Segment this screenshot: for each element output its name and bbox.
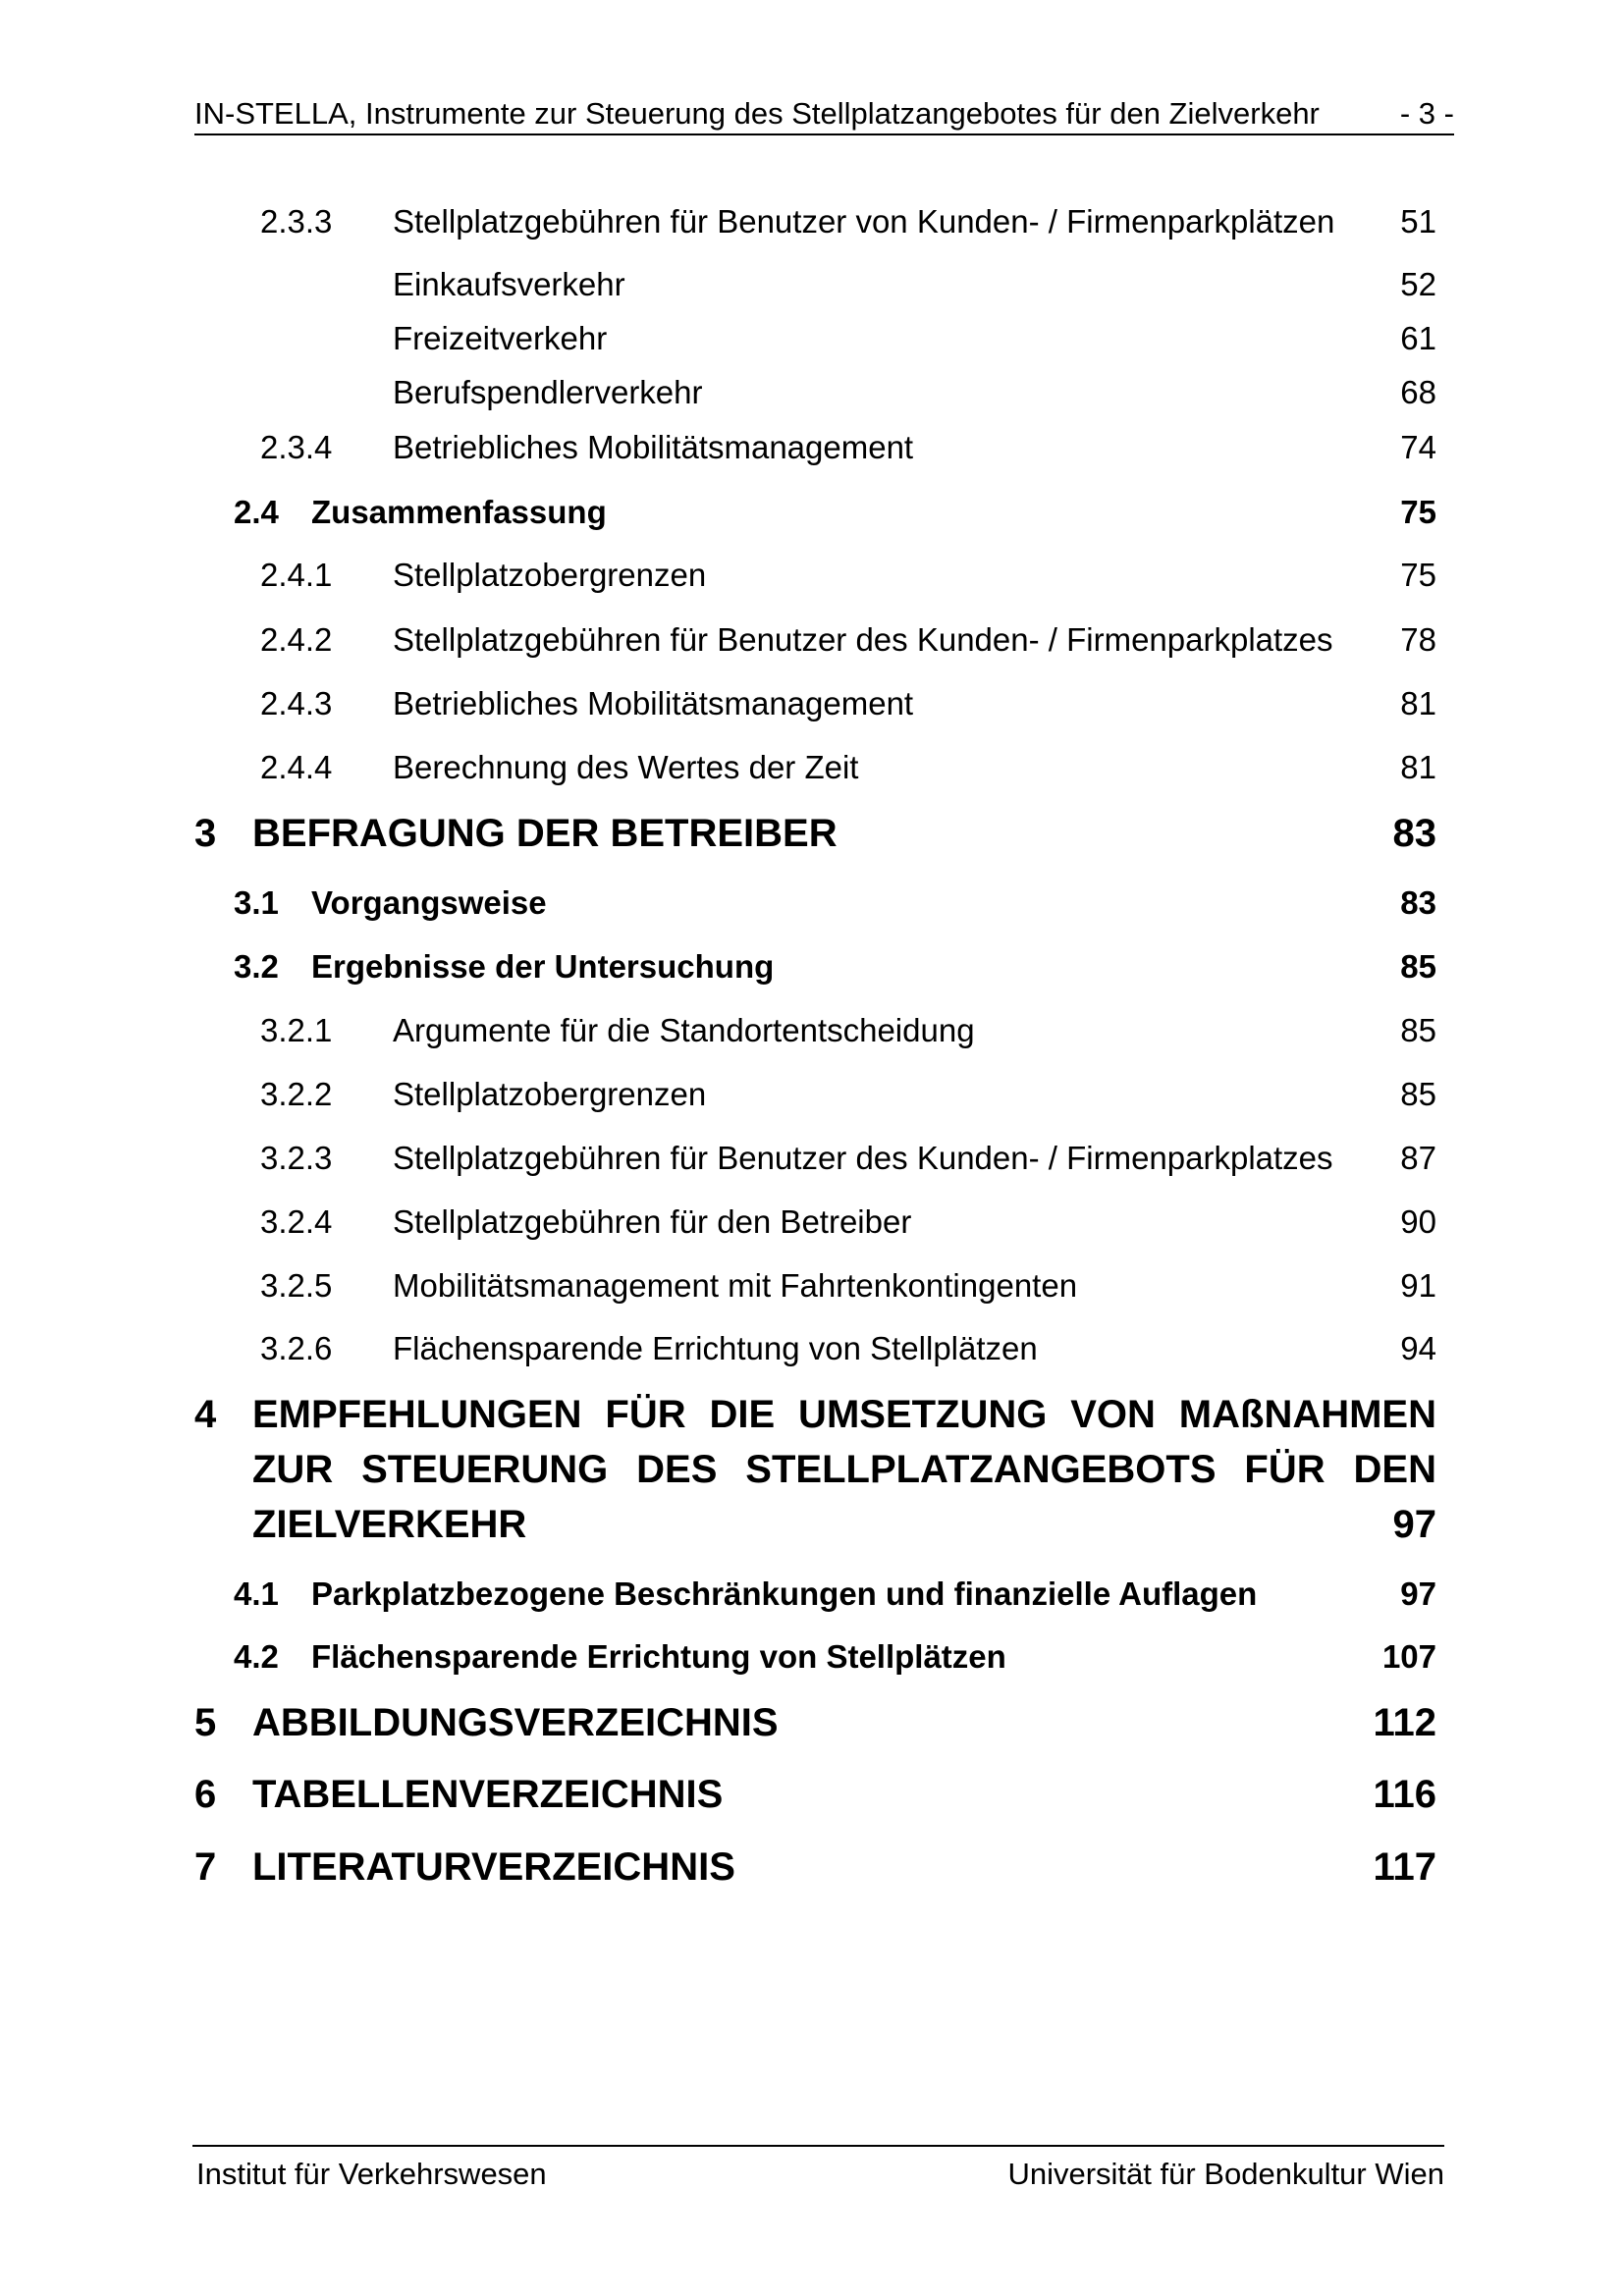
toc-page: 97 bbox=[1400, 1575, 1436, 1612]
toc-page: 81 bbox=[1400, 749, 1436, 785]
toc-page: 91 bbox=[1400, 1267, 1436, 1304]
toc-number: 3.2.3 bbox=[260, 1140, 333, 1176]
toc-page: 51 bbox=[1400, 203, 1436, 240]
toc-link-3-1[interactable]: Vorgangsweise bbox=[311, 884, 547, 921]
toc-page: 90 bbox=[1400, 1203, 1436, 1240]
toc-link-chapter-4-line2[interactable]: ZUR STEUERUNG DES STELLPLATZANGEBOTS FÜR DEN bbox=[252, 1448, 1436, 1491]
toc-page: 85 bbox=[1400, 948, 1436, 985]
toc-number: 2.3.3 bbox=[260, 203, 333, 240]
toc-page: 74 bbox=[1400, 429, 1436, 465]
page-footer bbox=[192, 2145, 1444, 2196]
toc-link-chapter-3[interactable]: BEFRAGUNG DER BETREIBER bbox=[252, 812, 838, 855]
toc-page: 112 bbox=[1373, 1701, 1436, 1744]
toc-link-4-1[interactable]: Parkplatzbezogene Beschränkungen und finanzielle Auflagen bbox=[311, 1575, 1258, 1612]
toc-number: 3.2.6 bbox=[260, 1330, 333, 1366]
toc-link-berufspendlerverkehr[interactable]: Berufspendlerverkehr bbox=[393, 374, 703, 410]
toc-link-2-3-4[interactable]: Betriebliches Mobilitätsmanagement bbox=[393, 429, 914, 465]
toc-page: 52 bbox=[1400, 266, 1436, 302]
toc-link-2-4-4[interactable]: Berechnung des Wertes der Zeit bbox=[393, 749, 859, 785]
toc-number: 3.2 bbox=[234, 948, 279, 985]
toc-link-chapter-5[interactable]: ABBILDUNGSVERZEICHNIS bbox=[252, 1701, 779, 1744]
toc-link-2-4-3[interactable]: Betriebliches Mobilitätsmanagement bbox=[393, 685, 914, 721]
toc-number: 2.3.4 bbox=[260, 429, 333, 465]
toc-number: 4.1 bbox=[234, 1575, 279, 1612]
toc-link-freizeitverkehr[interactable]: Freizeitverkehr bbox=[393, 320, 608, 356]
toc-page: 97 bbox=[1392, 1503, 1436, 1546]
toc-number: 3.2.2 bbox=[260, 1076, 333, 1112]
toc-page: 85 bbox=[1400, 1076, 1436, 1112]
toc-link-chapter-4-line1[interactable]: EMPFEHLUNGEN FÜR DIE UMSETZUNG VON MAßNAHMEN bbox=[252, 1393, 1436, 1436]
page-header bbox=[194, 94, 1454, 135]
toc-page: 61 bbox=[1400, 320, 1436, 356]
toc-number: 3.2.4 bbox=[260, 1203, 333, 1240]
toc-page: 107 bbox=[1381, 1638, 1436, 1675]
header-title: IN-STELLA, Instrumente zur Steuerung des Stellplatzangebotes für den Zielverkehr bbox=[194, 96, 1320, 131]
footer-institute: Institut für Verkehrswesen bbox=[196, 2157, 547, 2191]
toc-page: 75 bbox=[1400, 494, 1436, 530]
toc-link-4-2[interactable]: Flächensparende Errichtung von Stellplätzen bbox=[311, 1638, 1006, 1675]
toc-number: 7 bbox=[194, 1845, 217, 1889]
toc-link-3-2-3[interactable]: Stellplatzgebühren für Benutzer des Kunden- / Firmenparkplatzes bbox=[393, 1140, 1333, 1176]
toc-number: 3.2.5 bbox=[260, 1267, 333, 1304]
footer-university: Universität für Bodenkultur Wien bbox=[1007, 2157, 1444, 2191]
toc-number: 6 bbox=[194, 1773, 217, 1816]
toc-number: 2.4.4 bbox=[260, 749, 333, 785]
toc-link-chapter-7[interactable]: LITERATURVERZEICHNIS bbox=[252, 1845, 735, 1889]
toc-page: 75 bbox=[1400, 557, 1436, 593]
toc-link-einkaufsverkehr[interactable]: Einkaufsverkehr bbox=[393, 266, 625, 302]
toc-number: 2.4.1 bbox=[260, 557, 333, 593]
toc-page: 85 bbox=[1400, 1012, 1436, 1048]
toc-number: 2.4.3 bbox=[260, 685, 333, 721]
toc-number: 4 bbox=[194, 1393, 217, 1436]
toc-page: 78 bbox=[1400, 621, 1436, 658]
toc-number: 3 bbox=[194, 812, 217, 855]
toc-page: 94 bbox=[1400, 1330, 1436, 1366]
toc-link-3-2-1[interactable]: Argumente für die Standortentscheidung bbox=[393, 1012, 975, 1048]
toc-number: 2.4.2 bbox=[260, 621, 333, 658]
header-page-number: - 3 - bbox=[1399, 96, 1454, 131]
toc-page: 83 bbox=[1400, 884, 1436, 921]
toc-number: 3.1 bbox=[234, 884, 279, 921]
toc-link-3-2-6[interactable]: Flächensparende Errichtung von Stellplätzen bbox=[393, 1330, 1038, 1366]
toc-page: 83 bbox=[1392, 812, 1436, 855]
toc-link-chapter-4-line3[interactable]: ZIELVERKEHR bbox=[252, 1503, 527, 1546]
toc-link-2-4-1[interactable]: Stellplatzobergrenzen bbox=[393, 557, 707, 593]
toc-number: 2.4 bbox=[234, 494, 279, 530]
toc-number: 3.2.1 bbox=[260, 1012, 333, 1048]
toc-link-3-2-4[interactable]: Stellplatzgebühren für den Betreiber bbox=[393, 1203, 912, 1240]
toc-link-2-4[interactable]: Zusammenfassung bbox=[311, 494, 607, 530]
toc-page: 116 bbox=[1373, 1773, 1436, 1816]
toc-page: 81 bbox=[1400, 685, 1436, 721]
toc-link-3-2-5[interactable]: Mobilitätsmanagement mit Fahrtenkontingenten bbox=[393, 1267, 1078, 1304]
toc-link-3-2[interactable]: Ergebnisse der Untersuchung bbox=[311, 948, 775, 985]
toc-number: 5 bbox=[194, 1701, 217, 1744]
toc-link-2-4-2[interactable]: Stellplatzgebühren für Benutzer des Kunden- / Firmenparkplatzes bbox=[393, 621, 1333, 658]
toc-link-chapter-6[interactable]: TABELLENVERZEICHNIS bbox=[252, 1773, 724, 1816]
toc-number: 4.2 bbox=[234, 1638, 279, 1675]
toc-page: 68 bbox=[1400, 374, 1436, 410]
toc-link-2-3-3[interactable]: Stellplatzgebühren für Benutzer von Kunden- / Firmenparkplätzen bbox=[393, 203, 1335, 240]
toc-page: 117 bbox=[1373, 1845, 1436, 1889]
toc-link-3-2-2[interactable]: Stellplatzobergrenzen bbox=[393, 1076, 707, 1112]
toc-page: 87 bbox=[1400, 1140, 1436, 1176]
